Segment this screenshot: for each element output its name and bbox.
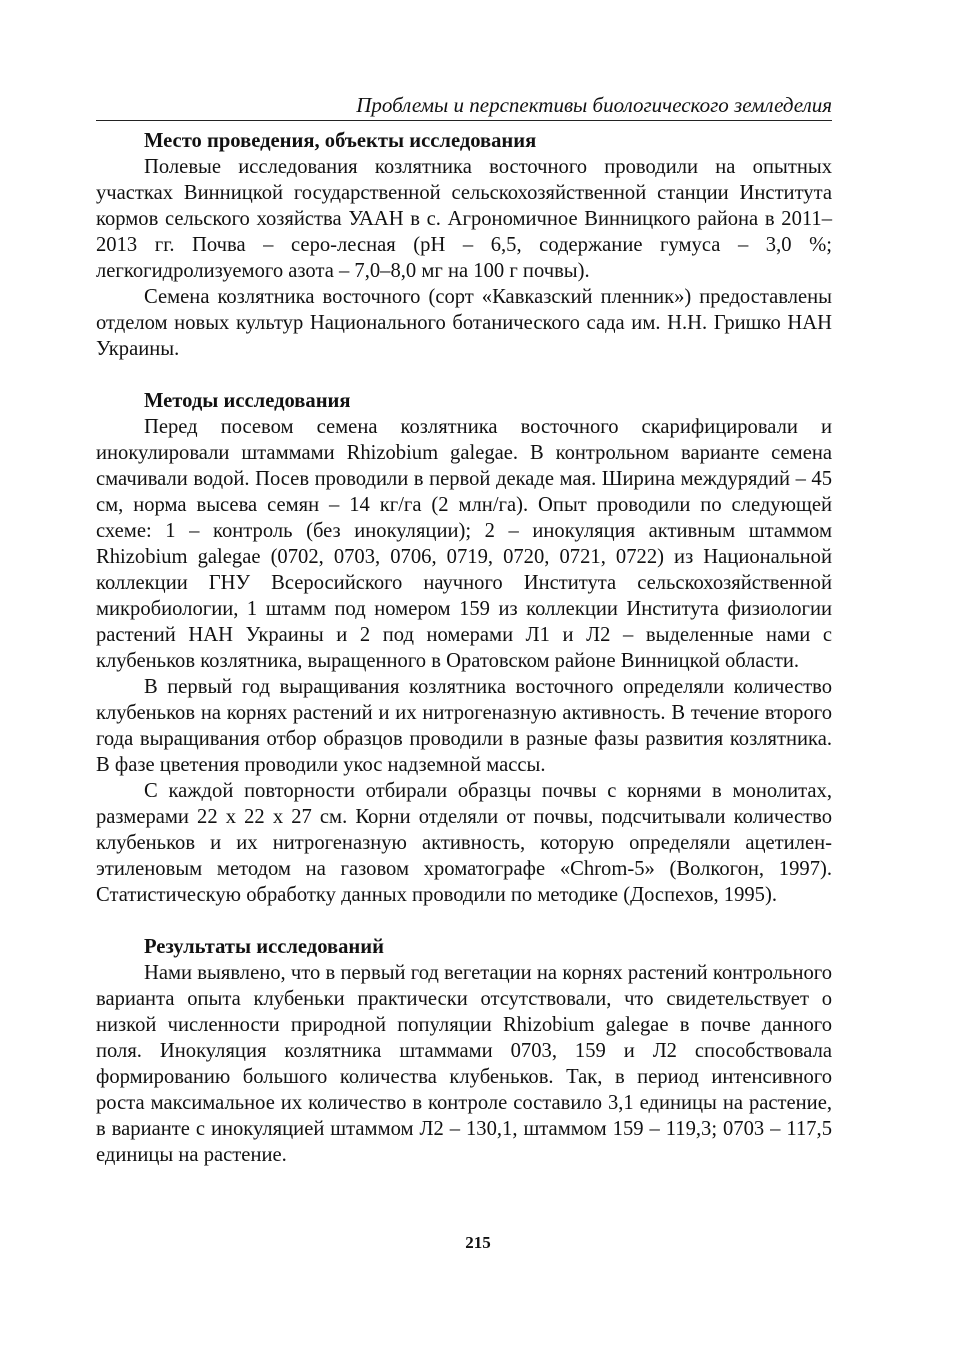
section-site-and-objects — [96, 128, 832, 362]
section-title: Место проведения, объекты исследования — [144, 130, 537, 152]
section-title: Методы исследования — [144, 390, 351, 412]
page-body — [96, 128, 832, 1168]
section-spacer — [96, 362, 832, 388]
paragraph: В первый год выращивания козлятника восточного определяли количество клубеньков на корнях растений и их нитрогеназную активность. В течение второго года выращивания отбор образцов проводили в разные фазы развития козлятника. В фазе цветения проводили укос надземной массы. — [96, 676, 832, 776]
section-spacer — [96, 908, 832, 934]
section-results — [96, 934, 832, 1168]
paragraph: Нами выявлено, что в первый год вегетации на корнях растений контрольного варианта опыта клубеньки практически отсутствовали, что свидетельствует о низкой численности природной популяции Rhizobium galegae в почве данного поля. Инокуляция козлятника штаммами 0703, 159 и Л2 способствовала формированию большого количества клубеньков. Так, в период интенсивного роста максимальное их количество в контроле составило 3,1 единицы на растение, в варианте с инокуляцией штаммом Л2 – 130,1, штаммом 159 – 119,3; 0703 – 117,5 единицы на растение. — [96, 962, 832, 1166]
page-number: 215 — [465, 1233, 491, 1252]
paragraph: С каждой повторности отбирали образцы почвы с корнями в монолитах, размерами 22 х 22 х 27 см. Корни отделяли от почвы, подсчитывали количество клубеньков и их нитрогеназную активность, которую определяли ацетилен-этиленовым методом на газовом хроматографе «Chrom-5» (Волкогон, 1997). Статистическую обработку данных проводили по методике (Доспехов, 1995). — [96, 780, 832, 906]
section-methods — [96, 388, 832, 908]
running-header: Проблемы и перспективы биологического земледелия — [96, 92, 832, 121]
section-title: Результаты исследований — [144, 936, 384, 958]
paragraph: Полевые исследования козлятника восточного проводили на опытных участках Винницкой государственной сельскохозяйственной станции Института кормов сельского хозяйства УААН в с. Агрономичное Винницкого района в 2011–2013 гг. Почва – серо-лесная (pH – 6,5, содержание гумуса – 3,0 %; легкогидролизуемого азота – 7,0–8,0 мг на 100 г почвы). — [96, 156, 832, 282]
paragraph: Перед посевом семена козлятника восточного скарифицировали и инокулировали штаммами Rhizobium galegae. В контрольном варианте семена смачивали водой. Посев проводили в первой декаде мая. Ширина междурядий – 45 см, норма высева семян – 14 кг/га (2 млн/га). Опыт проводили по следующей схеме: 1 – контроль (без инокуляции); 2 – инокуляция активным штаммом Rhizobium galegae (0702, 0703, 0706, 0719, 0720, 0721, 0722) из Национальной коллекции ГНУ Всеросийского научного Института сельскохозяйственной микробиологии, 1 штамм под номером 159 из коллекции Института физиологии растений НАН Украины и 2 под номерами Л1 и Л2 – выделенные нами с клубеньков козлятника, выращенного в Оратовском районе Винницкой области. — [96, 416, 832, 672]
paragraph: Семена козлятника восточного (сорт «Кавказский пленник») предоставлены отделом новых культур Национального ботанического сада им. Н.Н. Гришко НАН Украины. — [96, 286, 832, 360]
